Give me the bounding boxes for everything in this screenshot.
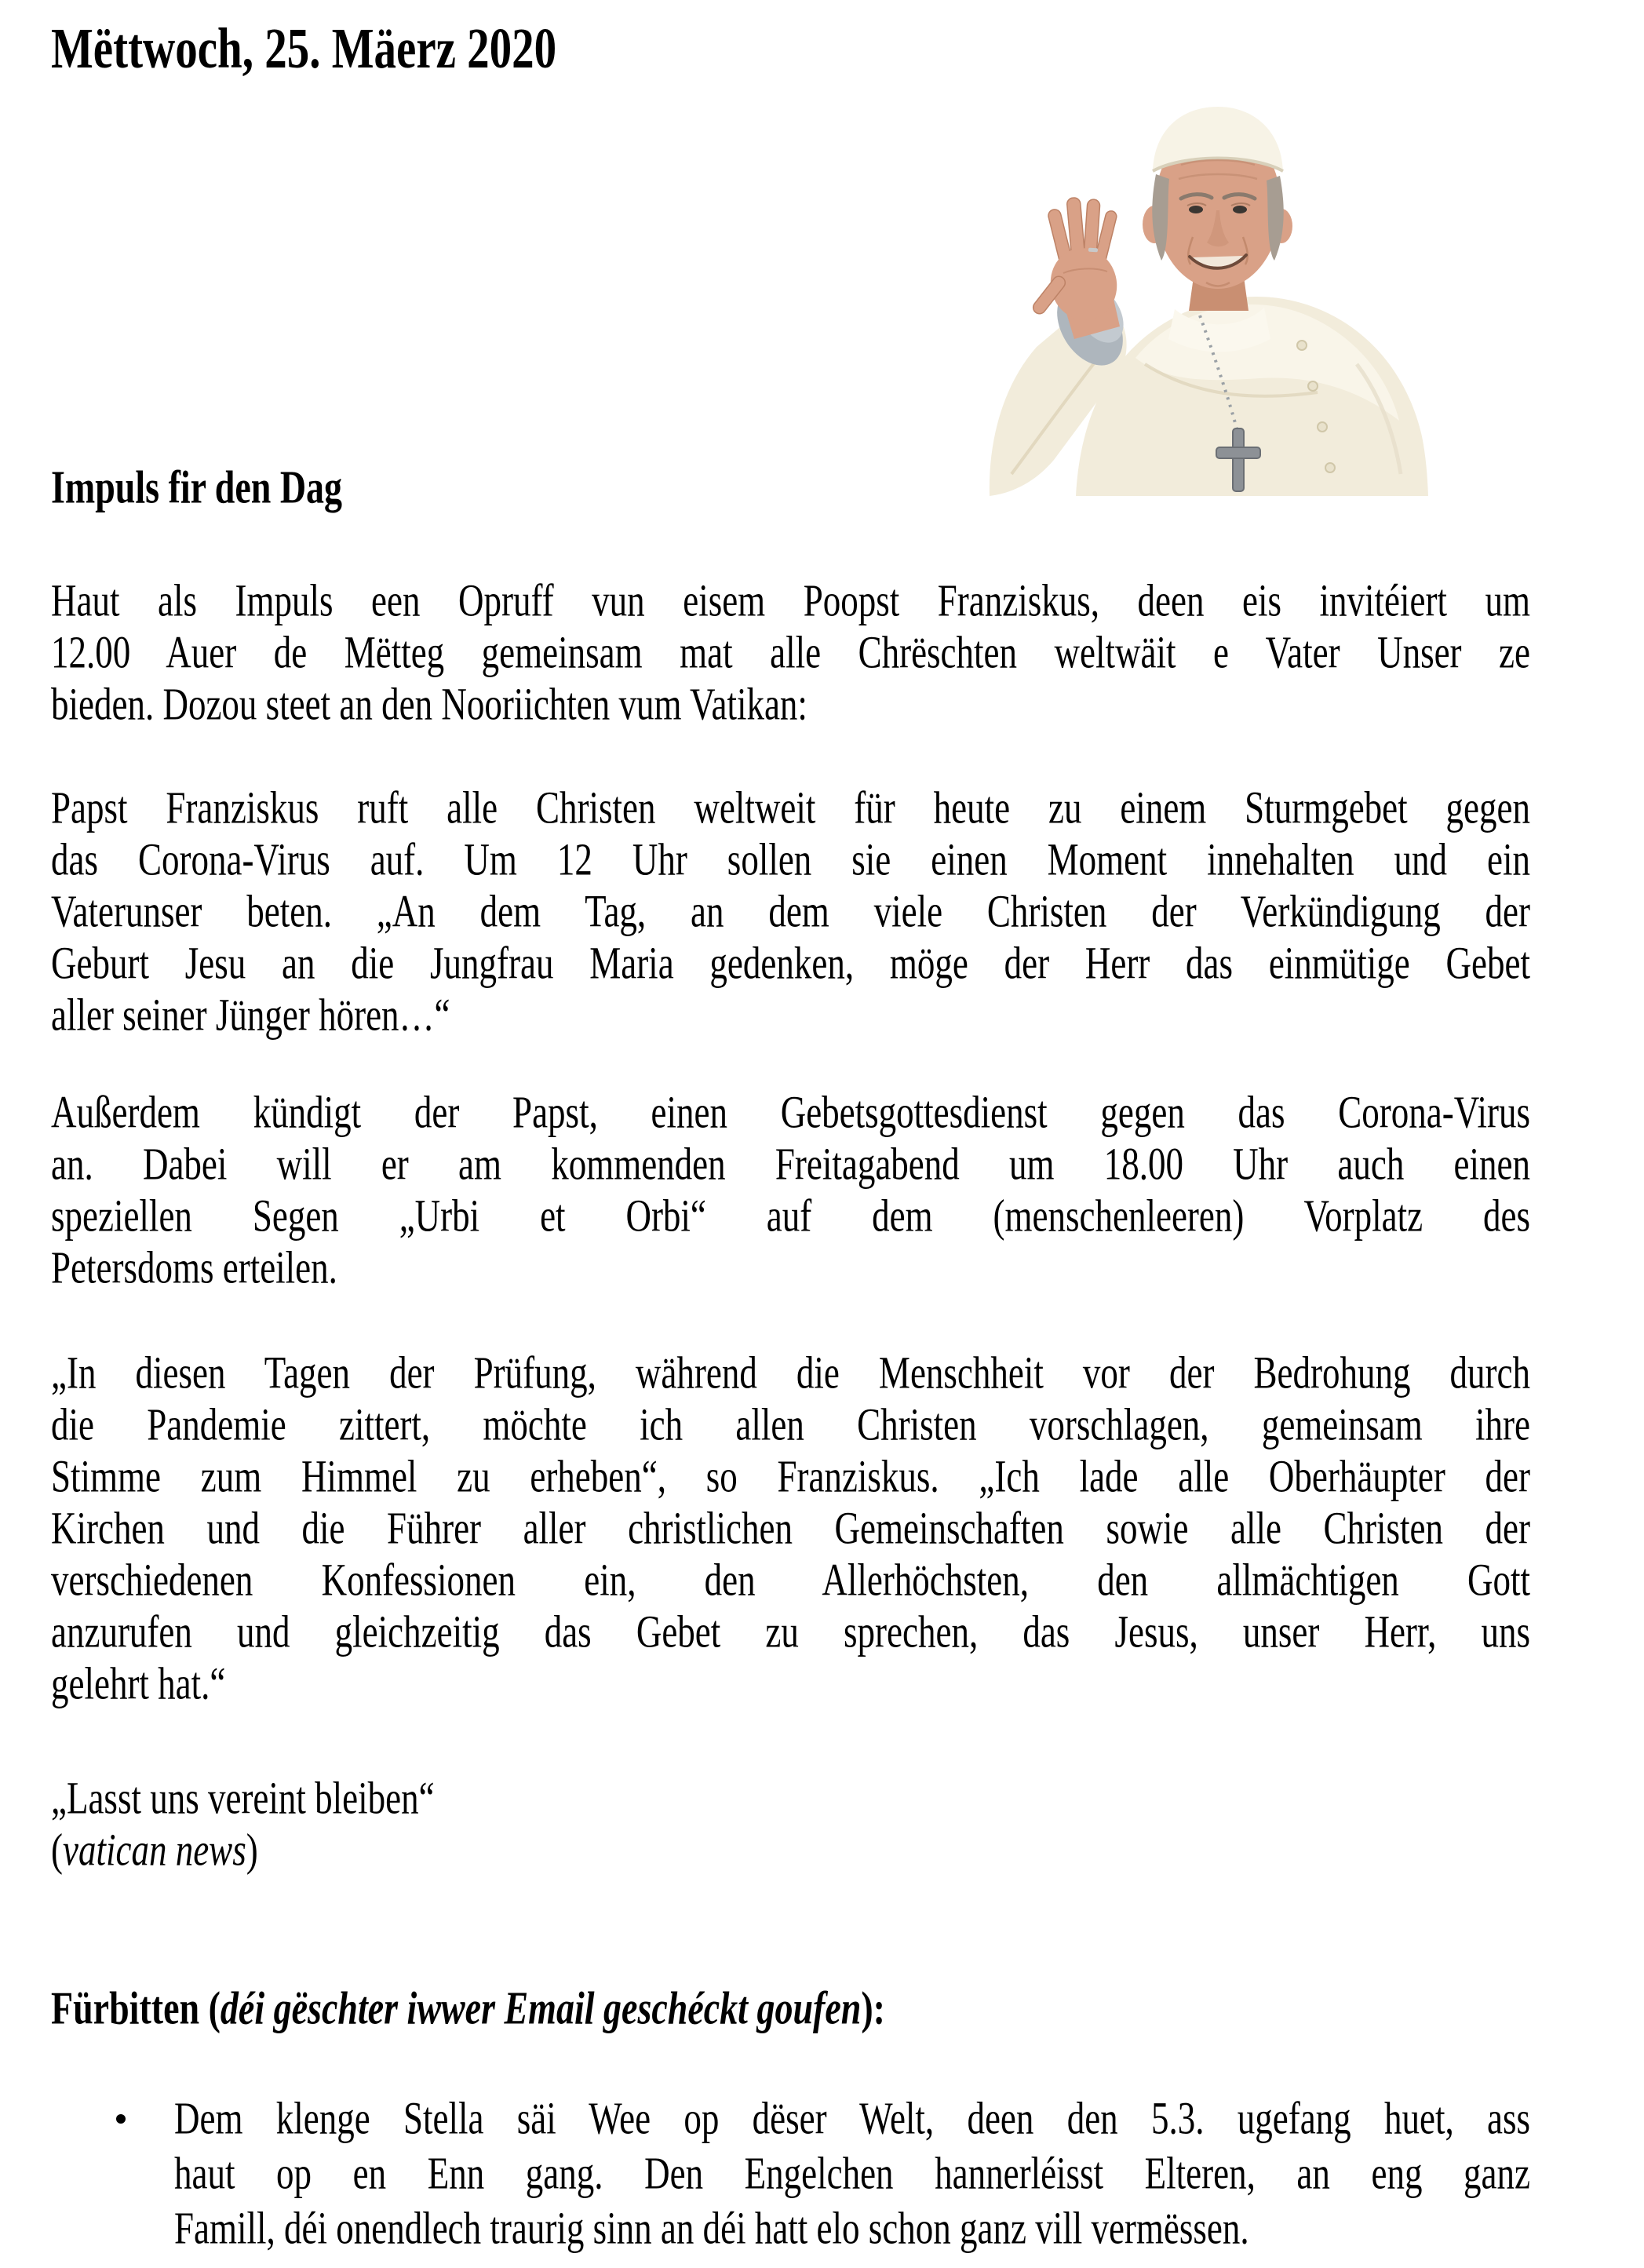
pope-eyes <box>1189 206 1203 213</box>
paragraph-line: Haut als Impuls een Opruff vun eisem Poopst Franziskus, deen eis invitéiert um <box>51 574 1530 626</box>
fuerbitten-heading-prefix: Fürbitten ( <box>51 1982 221 2034</box>
page-title <box>51 17 1530 81</box>
pope-robe-button <box>1297 341 1307 350</box>
quote-text: „Lasst uns vereint bleiben“ <box>51 1772 435 1824</box>
bullet-line: Famill, déi onendlech traurig sinn an déi hatt elo schon ganz vill vermëssen. <box>174 2202 1249 2254</box>
paragraph-line: gelehrt hat.“ <box>51 1657 226 1709</box>
paragraph-line: an. Dabei will er am kommenden Freitagabend um 18.00 Uhr auch einen <box>51 1138 1530 1190</box>
bullet-icon <box>116 2114 126 2124</box>
impuls-heading-text: Impuls fir den Dag <box>51 461 343 513</box>
paragraph-zitat <box>51 1347 1530 1709</box>
fuerbitten-heading-italic: déi gëschter iwwer Email geschéckt goufen <box>220 1982 862 2034</box>
quote-source: (vatican news) <box>51 1824 258 1876</box>
fuerbitten-heading <box>51 1982 1530 2034</box>
pope-ring <box>1088 248 1098 253</box>
impuls-heading <box>51 461 1530 513</box>
bullet-line: haut op en Enn gang. Den Engelchen hannerléisst Elteren, an eng ganz <box>174 2147 1530 2199</box>
paragraph-urbi-et-orbi <box>51 1086 1530 1293</box>
paragraph-line: die Pandemie zittert, möchte ich allen Christen vorschlagen, gemeinsam ihre <box>51 1398 1530 1450</box>
paragraph-line: anzurufen und gleichzeitig das Gebet zu sprechen, das Jesus, unser Herr, uns <box>51 1606 1530 1657</box>
closing-quote <box>51 1772 1530 1876</box>
paragraph-line: aller seiner Jünger hören…“ <box>51 989 450 1041</box>
paragraph-line: „In diesen Tagen der Prüfung, während die Menschheit vor der Bedrohung durch <box>51 1347 1530 1398</box>
bullet-item-stella <box>174 2091 1530 2255</box>
paragraph-sturmgebet <box>51 782 1530 1041</box>
paragraph-line: Kirchen und die Führer aller christlichen Gemeinschaften sowie alle Christen der <box>51 1502 1530 1554</box>
paragraph-line: Außerdem kündigt der Papst, einen Gebetsgottesdienst gegen das Corona-Virus <box>51 1086 1530 1138</box>
paragraph-line: Geburt Jesu an die Jungfrau Maria gedenken, möge der Herr das einmütige Gebet <box>51 937 1530 989</box>
paragraph-line: das Corona-Virus auf. Um 12 Uhr sollen sie einen Moment innehalten und ein <box>51 833 1530 885</box>
paragraph-line: verschiedenen Konfessionen ein, den Allerhöchsten, den allmächtigen Gott <box>51 1554 1530 1606</box>
bullet-line: Dem klenge Stella säi Wee op dëser Welt, deen den 5.3. ugefang huet, ass <box>174 2092 1530 2144</box>
pope-francis-photo <box>988 105 1428 496</box>
paragraph-line: speziellen Segen „Urbi et Orbi“ auf dem (menschenleeren) Vorplatz des <box>51 1190 1530 1242</box>
paragraph-line: Papst Franziskus ruft alle Christen weltweit für heute zu einem Sturmgebet gegen <box>51 782 1530 833</box>
paragraph-line: 12.00 Auer de Mëtteg gemeinsam mat alle Chrëschten weltwäit e Vater Unser ze <box>51 626 1530 678</box>
quote-source-name: vatican news <box>63 1824 246 1876</box>
paragraph-intro <box>51 574 1530 730</box>
paragraph-line: bieden. Dozou steet an den Nooriichten vum Vatikan: <box>51 678 807 730</box>
page-title-text: Mëttwoch, 25. Mäerz 2020 <box>51 17 557 81</box>
paragraph-line: Vaterunser beten. „An dem Tag, an dem viele Christen der Verkündigung der <box>51 885 1530 937</box>
pope-francis-figure <box>990 107 1428 496</box>
paragraph-line: Stimme zum Himmel zu erheben“, so Franziskus. „Ich lade alle Oberhäupter der <box>51 1450 1530 1502</box>
paragraph-line: Petersdoms erteilen. <box>51 1242 337 1293</box>
fuerbitten-heading-suffix: ): <box>861 1982 885 2034</box>
